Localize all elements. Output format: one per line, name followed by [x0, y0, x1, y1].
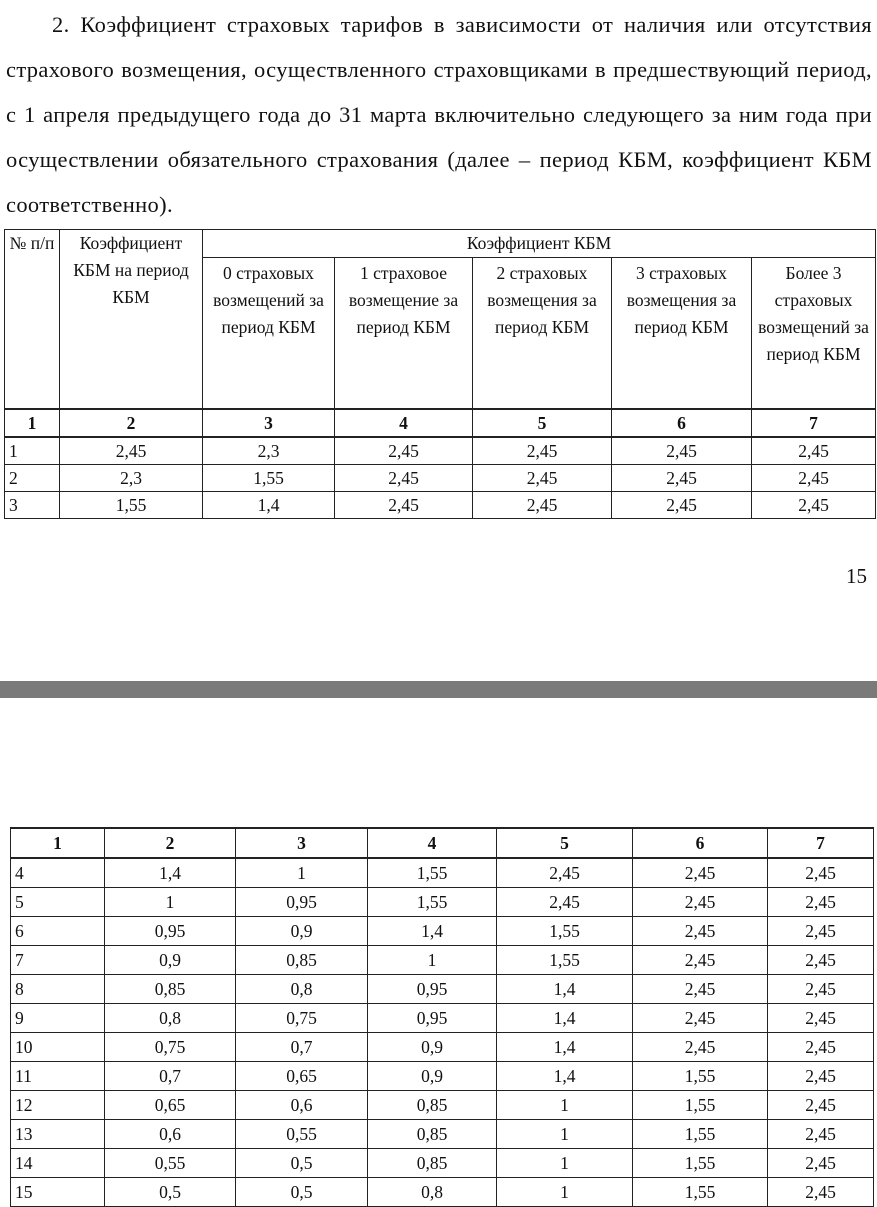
column-number-cell: 1: [11, 828, 105, 858]
kbm-value-cell: 2,45: [633, 888, 768, 917]
kbm-value-cell: 2,45: [60, 437, 203, 465]
kbm-value-cell: 1,55: [633, 1062, 768, 1091]
kbm-value-cell: 2,3: [203, 437, 335, 465]
kbm-value-cell: 2,45: [768, 917, 874, 946]
column-number-cell: 6: [612, 409, 752, 437]
kbm-value-cell: 2,45: [633, 1004, 768, 1033]
row-number-cell: 7: [11, 946, 105, 975]
column-number-cell: 2: [60, 409, 203, 437]
kbm-value-cell: 2,45: [768, 975, 874, 1004]
table-row: [11, 1091, 874, 1120]
kbm-value-cell: 0,55: [236, 1120, 368, 1149]
kbm-value-cell: 0,5: [236, 1149, 368, 1178]
kbm-value-cell: 0,9: [105, 946, 236, 975]
subheader-0-claims: 0 страховых возмещений за период КБМ: [203, 258, 335, 410]
table-row: [11, 888, 874, 917]
kbm-value-cell: 1,4: [105, 858, 236, 888]
subheader-3-claims: 3 страховых возмещения за период КБМ: [612, 258, 752, 410]
kbm-value-cell: 1,55: [368, 888, 497, 917]
column-number-cell: 3: [236, 828, 368, 858]
kbm-value-cell: 0,8: [236, 975, 368, 1004]
kbm-value-cell: 2,45: [752, 437, 876, 465]
column-number-cell: 7: [752, 409, 876, 437]
kbm-value-cell: 0,85: [105, 975, 236, 1004]
kbm-value-cell: 1,55: [60, 492, 203, 519]
column-number-cell: 4: [368, 828, 497, 858]
kbm-value-cell: 0,6: [236, 1091, 368, 1120]
kbm-value-cell: 2,45: [633, 917, 768, 946]
column-number-cell: 3: [203, 409, 335, 437]
kbm-value-cell: 0,95: [236, 888, 368, 917]
header-no: № п/п: [5, 230, 60, 410]
kbm-value-cell: 1,4: [368, 917, 497, 946]
kbm-value-cell: 0,75: [236, 1004, 368, 1033]
kbm-table-part-2: [10, 827, 874, 1207]
page-separator: [0, 681, 877, 698]
kbm-value-cell: 2,45: [768, 1062, 874, 1091]
kbm-value-cell: 2,45: [768, 888, 874, 917]
subheader-1-claim: 1 страховое возмещение за период КБМ: [335, 258, 473, 410]
row-number-cell: 1: [5, 437, 60, 465]
kbm-value-cell: 0,8: [105, 1004, 236, 1033]
kbm-value-cell: 0,6: [105, 1120, 236, 1149]
kbm-value-cell: 0,95: [368, 1004, 497, 1033]
column-number-cell: 1: [5, 409, 60, 437]
row-number-cell: 2: [5, 465, 60, 492]
row-number-cell: 8: [11, 975, 105, 1004]
table-row: [11, 1149, 874, 1178]
intro-paragraph: 2. Коэффициент страховых тарифов в зависимости от наличия или отсутствия страхового возмещения, осуществленного страховщиками в предшествующий период, с 1 апреля предыдущего года до 31 марта включительно следующего за ним года при осуществлении обязательного страхования (далее – период КБМ, коэффициент КБМ соответственно).: [6, 12, 872, 217]
kbm-value-cell: 2,45: [612, 492, 752, 519]
kbm-value-cell: 1,55: [633, 1091, 768, 1120]
kbm-value-cell: 1: [497, 1149, 633, 1178]
column-number-row: [11, 828, 874, 858]
subheader-2-claims: 2 страховых возмещения за период КБМ: [473, 258, 612, 410]
kbm-value-cell: 1: [236, 858, 368, 888]
row-number-cell: 12: [11, 1091, 105, 1120]
kbm-value-cell: 2,45: [768, 858, 874, 888]
page-number: 15: [846, 564, 867, 588]
subheader-more-than-3-claims: Более 3 страховых возмещений за период КБМ: [752, 258, 876, 410]
kbm-table-part-1: [4, 229, 876, 519]
row-number-cell: 13: [11, 1120, 105, 1149]
header-kbm-group: Коэффициент КБМ: [203, 230, 876, 258]
kbm-value-cell: 0,65: [236, 1062, 368, 1091]
table-row: [11, 1062, 874, 1091]
table-row: [11, 975, 874, 1004]
row-number-cell: 9: [11, 1004, 105, 1033]
header-kbm-period: Коэффициент КБМ на период КБМ: [60, 230, 203, 410]
kbm-value-cell: 0,8: [368, 1178, 497, 1207]
kbm-value-cell: 2,45: [768, 1091, 874, 1120]
table-row: [5, 465, 876, 492]
row-number-cell: 5: [11, 888, 105, 917]
kbm-value-cell: 0,85: [368, 1149, 497, 1178]
kbm-value-cell: 1: [497, 1178, 633, 1207]
kbm-value-cell: 0,55: [105, 1149, 236, 1178]
kbm-value-cell: 1,4: [497, 1004, 633, 1033]
kbm-value-cell: 2,45: [768, 1033, 874, 1062]
column-number-cell: 4: [335, 409, 473, 437]
column-number-cell: 5: [473, 409, 612, 437]
row-number-cell: 3: [5, 492, 60, 519]
kbm-value-cell: 0,75: [105, 1033, 236, 1062]
kbm-value-cell: 1,55: [203, 465, 335, 492]
kbm-value-cell: 1,4: [203, 492, 335, 519]
kbm-value-cell: 2,45: [752, 492, 876, 519]
kbm-value-cell: 0,65: [105, 1091, 236, 1120]
kbm-value-cell: 0,9: [236, 917, 368, 946]
column-number-row: [5, 409, 876, 437]
kbm-value-cell: 0,5: [105, 1178, 236, 1207]
kbm-value-cell: 2,45: [633, 946, 768, 975]
kbm-value-cell: 2,45: [335, 437, 473, 465]
kbm-value-cell: 1,55: [633, 1120, 768, 1149]
row-number-cell: 4: [11, 858, 105, 888]
kbm-value-cell: 2,45: [473, 437, 612, 465]
kbm-value-cell: 2,45: [633, 858, 768, 888]
kbm-value-cell: 0,85: [368, 1091, 497, 1120]
table-row: [11, 1004, 874, 1033]
kbm-value-cell: 0,85: [236, 946, 368, 975]
kbm-value-cell: 1,4: [497, 1062, 633, 1091]
kbm-value-cell: 2,45: [473, 492, 612, 519]
kbm-value-cell: 2,45: [768, 1120, 874, 1149]
row-number-cell: 15: [11, 1178, 105, 1207]
kbm-value-cell: 1: [497, 1091, 633, 1120]
table-row: [11, 1178, 874, 1207]
kbm-value-cell: 2,45: [768, 1178, 874, 1207]
kbm-value-cell: 2,45: [473, 465, 612, 492]
row-number-cell: 14: [11, 1149, 105, 1178]
kbm-value-cell: 2,45: [497, 888, 633, 917]
kbm-value-cell: 0,95: [368, 975, 497, 1004]
kbm-value-cell: 1: [368, 946, 497, 975]
kbm-value-cell: 0,95: [105, 917, 236, 946]
kbm-value-cell: 1,55: [633, 1178, 768, 1207]
kbm-value-cell: 1: [105, 888, 236, 917]
table-row: [11, 946, 874, 975]
table-row: [11, 917, 874, 946]
table-row: [11, 858, 874, 888]
kbm-value-cell: 1,4: [497, 975, 633, 1004]
table-row: [5, 492, 876, 519]
row-number-cell: 6: [11, 917, 105, 946]
kbm-value-cell: 1,55: [497, 917, 633, 946]
kbm-value-cell: 1,55: [633, 1149, 768, 1178]
kbm-value-cell: 2,45: [752, 465, 876, 492]
kbm-value-cell: 0,7: [236, 1033, 368, 1062]
kbm-value-cell: 2,45: [768, 1149, 874, 1178]
row-number-cell: 10: [11, 1033, 105, 1062]
column-number-cell: 2: [105, 828, 236, 858]
kbm-value-cell: 0,7: [105, 1062, 236, 1091]
kbm-value-cell: 0,9: [368, 1062, 497, 1091]
kbm-value-cell: 2,45: [768, 946, 874, 975]
kbm-value-cell: 2,45: [335, 492, 473, 519]
column-number-cell: 6: [633, 828, 768, 858]
kbm-value-cell: 0,5: [236, 1178, 368, 1207]
kbm-value-cell: 2,45: [612, 465, 752, 492]
kbm-value-cell: 2,45: [612, 437, 752, 465]
kbm-value-cell: 0,85: [368, 1120, 497, 1149]
kbm-value-cell: 2,45: [633, 975, 768, 1004]
table-row: [11, 1033, 874, 1062]
kbm-value-cell: 1,55: [368, 858, 497, 888]
kbm-value-cell: 1,55: [497, 946, 633, 975]
column-number-cell: 7: [768, 828, 874, 858]
row-number-cell: 11: [11, 1062, 105, 1091]
table-row: [11, 1120, 874, 1149]
kbm-value-cell: 2,45: [768, 1004, 874, 1033]
kbm-value-cell: 2,3: [60, 465, 203, 492]
table-row: [5, 437, 876, 465]
kbm-value-cell: 2,45: [497, 858, 633, 888]
column-number-cell: 5: [497, 828, 633, 858]
kbm-value-cell: 0,9: [368, 1033, 497, 1062]
kbm-value-cell: 1: [497, 1120, 633, 1149]
kbm-value-cell: 1,4: [497, 1033, 633, 1062]
kbm-value-cell: 2,45: [335, 465, 473, 492]
kbm-value-cell: 2,45: [633, 1033, 768, 1062]
